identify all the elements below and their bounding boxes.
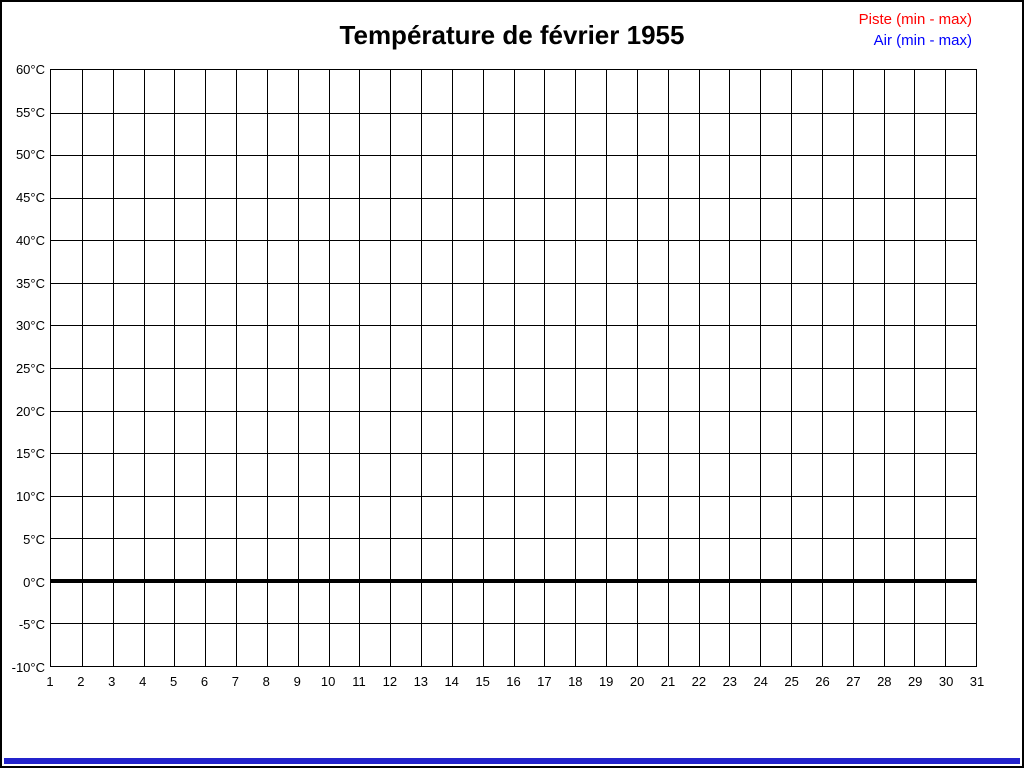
gridline-vertical [82, 70, 83, 666]
y-tick-label: -10°C [11, 660, 45, 675]
x-tick-label: 29 [907, 674, 923, 689]
x-tick-label: 28 [877, 674, 892, 689]
gridline-vertical [914, 70, 915, 666]
gridline-vertical [544, 70, 545, 666]
x-tick-label: 6 [200, 674, 209, 689]
gridline-vertical [668, 70, 669, 666]
legend [859, 9, 972, 51]
gridline-vertical [205, 70, 206, 666]
x-tick-label: 25 [784, 674, 799, 689]
gridline-vertical [760, 70, 761, 666]
gridline-vertical [514, 70, 515, 666]
gridline-vertical [267, 70, 268, 666]
gridline-vertical [729, 70, 730, 666]
bottom-bar [4, 758, 1020, 764]
gridline-vertical [483, 70, 484, 666]
gridline-vertical [699, 70, 700, 666]
x-tick-label: 18 [568, 674, 583, 689]
x-tick-label: 17 [537, 674, 552, 689]
x-tick-label: 20 [629, 674, 645, 689]
chart-title: Température de février 1955 [339, 20, 685, 50]
gridline-vertical [329, 70, 330, 666]
legend-piste-label: Piste (min - max) [858, 11, 972, 28]
gridline-vertical [452, 70, 453, 666]
y-tick-label: 20°C [15, 403, 45, 419]
x-tick-label: 5 [169, 674, 178, 689]
gridline-vertical [113, 70, 114, 666]
x-tick-label: 3 [108, 674, 116, 689]
x-tick-label: 2 [77, 674, 85, 689]
gridline-vertical [144, 70, 145, 666]
gridline-vertical [606, 70, 607, 666]
gridline-vertical [298, 70, 299, 666]
x-tick-label: 22 [691, 674, 707, 689]
x-tick-label: 27 [846, 674, 861, 689]
x-tick-label: 4 [139, 674, 147, 689]
x-tick-label: 13 [413, 674, 429, 689]
y-tick-label: 0°C [23, 574, 45, 590]
x-tick-label: 30 [938, 674, 954, 689]
gridline-vertical [236, 70, 237, 666]
y-tick-label: 40°C [15, 232, 45, 248]
x-tick-label: 19 [598, 674, 614, 689]
x-tick-label: 16 [506, 674, 521, 689]
y-tick-label: 5°C [23, 531, 45, 547]
gridline-vertical [884, 70, 885, 666]
x-tick-label: 15 [475, 674, 490, 689]
gridline-vertical [174, 70, 175, 666]
gridline-vertical [853, 70, 854, 666]
x-tick-label: 14 [444, 674, 459, 689]
gridline-vertical [791, 70, 792, 666]
gridline-vertical [822, 70, 823, 666]
y-tick-label: 60°C [15, 62, 45, 77]
gridline-vertical [359, 70, 360, 666]
x-tick-label: 1 [46, 674, 54, 689]
x-tick-label: 23 [722, 674, 738, 689]
plot-area [50, 69, 977, 667]
x-tick-label: 24 [753, 674, 768, 689]
y-tick-label: -5°C [18, 617, 45, 633]
x-tick-label: 10 [320, 674, 336, 689]
y-tick-label: 50°C [15, 147, 45, 163]
gridline-vertical [390, 70, 391, 666]
y-tick-label: 35°C [15, 275, 45, 291]
legend-air-label: Air (min - max) [873, 32, 972, 49]
x-tick-label: 7 [231, 674, 240, 689]
x-tick-label: 12 [382, 674, 398, 689]
gridline-vertical [945, 70, 946, 666]
y-tick-label: 55°C [15, 104, 45, 120]
x-tick-label: 21 [660, 674, 676, 689]
y-tick-label: 10°C [15, 489, 45, 505]
x-tick-label: 11 [352, 674, 366, 689]
gridline-vertical [637, 70, 638, 666]
gridline-vertical [575, 70, 576, 666]
y-tick-label: 15°C [15, 446, 45, 462]
zero-line [51, 579, 976, 583]
y-tick-label: 25°C [15, 361, 45, 376]
x-tick-label: 31 [969, 674, 985, 689]
gridline-vertical [421, 70, 422, 666]
y-tick-label: 30°C [15, 318, 45, 334]
x-tick-label: 26 [815, 674, 830, 689]
y-tick-label: 45°C [15, 190, 45, 206]
x-tick-label: 8 [262, 674, 270, 689]
x-tick-label: 9 [293, 674, 301, 689]
